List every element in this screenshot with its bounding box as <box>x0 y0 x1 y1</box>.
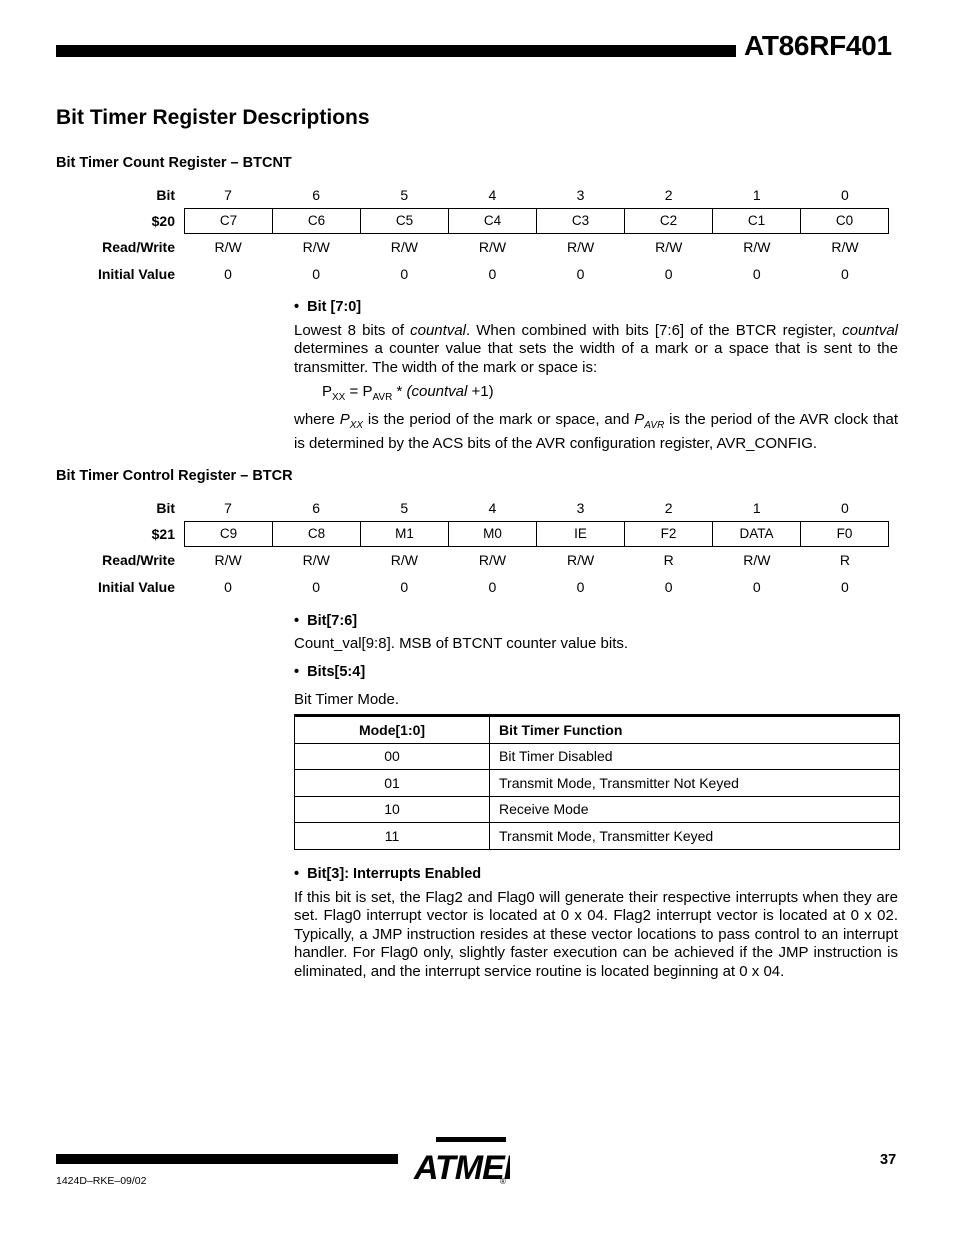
mode-cell: 10 <box>295 796 490 823</box>
bit-number: 6 <box>312 187 321 203</box>
function-cell: Receive Mode <box>490 796 900 823</box>
bit-3-description: If this bit is set, the Flag2 and Flag0 will generate their respective interrupts when they are set. Flag0 interrupt vector is located at 0 x 04. Flag2 interrupt vector is located at 0 x 02. Typically, a JMP instruction resides at these vector locations to pass control to an interrupt handler. For Flag0 only, slightly faster execution can be achieved if the JMP instruction is eliminated, and the interrupt service routine is located beginning at 0 x 04. <box>294 889 898 980</box>
bit-number: 5 <box>400 500 409 516</box>
rw-value: R/W <box>302 552 330 568</box>
rw-value: R <box>839 552 850 568</box>
bit-name: C4 <box>449 209 537 233</box>
btcnt-rw-row <box>56 234 898 260</box>
bit-number: 4 <box>488 187 497 203</box>
init-value: 0 <box>488 579 497 595</box>
bits-5-4-description: Bit Timer Mode. <box>294 691 400 708</box>
bit-name: F2 <box>625 522 713 546</box>
bit-number: 3 <box>576 187 585 203</box>
document-code: 1424D–RKE–09/02 <box>56 1175 147 1187</box>
table-row <box>295 770 900 797</box>
table-row <box>295 743 900 770</box>
read-write-label: Read/Write <box>102 239 175 255</box>
bit-7-0-description: Lowest 8 bits of countval. When combined with bits [7:6] of the BTCR register, countval determines a counter value that sets the width of a mark or a space that is sent to the transmitter. The width of the mark or space is: <box>294 322 898 376</box>
bit-number: 5 <box>400 187 409 203</box>
btcnt-bit-row <box>56 182 898 208</box>
init-value: 0 <box>664 266 673 282</box>
period-explanation: where $P_{XX}$ is the period of the mark or space, and $P_{AVR}$ is the period of the AVR clock that is determined by the ACS bits of the AVR configuration register, AVR_CONFIG. <box>294 411 898 453</box>
btcnt-name-row <box>56 208 898 234</box>
bit-7-6-description: Count_val[9:8]. MSB of BTCNT counter value bits. <box>294 635 629 652</box>
function-cell: Bit Timer Disabled <box>490 743 900 770</box>
mode-cell: 00 <box>295 743 490 770</box>
svg-text:ATMEL: ATME <box>414 1149 504 1187</box>
rw-value: R/W <box>214 552 242 568</box>
btcr-title: Bit Timer Control Register – BTCR <box>56 468 293 484</box>
bit-name: C8 <box>273 522 361 546</box>
bit-number: 4 <box>488 500 497 516</box>
period-formula: $P_{XX} = P_{AVR}$ * (countval +1) <box>322 383 494 403</box>
rw-value: R/W <box>566 239 595 255</box>
bit-name: C2 <box>625 209 713 233</box>
bit-name: M1 <box>361 522 449 546</box>
bullet-bit-3: • Bit[3]: Interrupts Enabled <box>294 866 482 882</box>
function-cell: Transmit Mode, Transmitter Not Keyed <box>490 770 900 797</box>
rw-value: R/W <box>214 239 242 255</box>
bit-name: C9 <box>185 522 273 546</box>
bit-number: 1 <box>752 187 761 203</box>
init-value: 0 <box>312 579 321 595</box>
bit-name: M0 <box>449 522 537 546</box>
bit-name: IE <box>537 522 625 546</box>
address-label: $20 <box>151 213 175 229</box>
mode-column-header: Mode[1:0] <box>295 716 490 744</box>
btcr-rw-row <box>56 547 898 573</box>
bit-name: C6 <box>273 209 361 233</box>
atmel-logo <box>410 1137 510 1187</box>
init-value: 0 <box>312 266 321 282</box>
bit-name: C5 <box>361 209 449 233</box>
init-value: 0 <box>224 266 232 282</box>
init-value: 0 <box>224 579 232 595</box>
initial-value-label: Initial Value <box>97 266 175 282</box>
bit-name: C7 <box>185 209 273 233</box>
mode-table-header <box>295 716 900 744</box>
bit-number: 3 <box>576 500 585 516</box>
section-title: Bit Timer Register Descriptions <box>56 106 370 129</box>
btcr-init-row <box>56 574 898 600</box>
document-title: AT86RF401 <box>744 30 892 61</box>
btcr-bit-row <box>56 495 898 521</box>
bit-label: Bit <box>156 187 175 203</box>
bit-number: 7 <box>224 500 232 516</box>
table-row <box>295 796 900 823</box>
bullet-bits-5-4: • Bits[5:4] <box>294 664 366 680</box>
bit-number: 0 <box>841 500 849 516</box>
rw-value: R/W <box>478 552 507 568</box>
rw-value: R/W <box>743 552 771 568</box>
svg-text:®: ® <box>500 1177 506 1186</box>
mode-cell: 01 <box>295 770 490 797</box>
rw-value: R/W <box>478 239 507 255</box>
function-cell: Transmit Mode, Transmitter Keyed <box>490 823 900 850</box>
mode-cell: 11 <box>295 823 490 850</box>
table-row <box>295 823 900 850</box>
page-number: 37 <box>880 1152 897 1168</box>
bit-name: C0 <box>835 213 854 228</box>
btcnt-init-row <box>56 261 898 287</box>
bit-name: C3 <box>537 209 625 233</box>
init-value: 0 <box>576 266 585 282</box>
bit-number: 2 <box>664 187 673 203</box>
bullet-bit-7-0: • Bit [7:0] <box>294 299 362 315</box>
btcnt-title: Bit Timer Count Register – BTCNT <box>56 155 292 171</box>
rw-value: R/W <box>566 552 595 568</box>
init-value: 0 <box>752 266 761 282</box>
bit-number: 7 <box>224 187 232 203</box>
mode-table <box>294 714 900 850</box>
bit-name: F0 <box>836 526 853 541</box>
bit-number: 1 <box>752 500 761 516</box>
init-value: 0 <box>488 266 497 282</box>
bit-number: 6 <box>312 500 321 516</box>
rw-value: R/W <box>390 239 418 255</box>
bit-number: 2 <box>664 500 673 516</box>
init-value: 0 <box>400 579 409 595</box>
footer-rule <box>56 1154 398 1164</box>
rw-value: R/W <box>743 239 771 255</box>
read-write-label: Read/Write <box>102 552 175 568</box>
address-label: $21 <box>151 526 175 542</box>
bit-name: C1 <box>713 209 801 233</box>
init-value: 0 <box>576 579 585 595</box>
init-value: 0 <box>664 579 673 595</box>
rw-value: R/W <box>302 239 330 255</box>
init-value: 0 <box>841 266 849 282</box>
bit-number: 0 <box>841 187 849 203</box>
function-column-header: Bit Timer Function <box>490 716 900 744</box>
rw-value: R/W <box>390 552 418 568</box>
bit-label: Bit <box>156 500 175 516</box>
init-value: 0 <box>752 579 761 595</box>
rw-value: R/W <box>831 239 859 255</box>
bullet-bit-7-6: • Bit[7:6] <box>294 613 358 629</box>
initial-value-label: Initial Value <box>97 579 175 595</box>
init-value: 0 <box>400 266 409 282</box>
bit-name: DATA <box>713 522 801 546</box>
btcr-name-row <box>56 521 898 547</box>
init-value: 0 <box>841 579 849 595</box>
rw-value: R/W <box>655 239 683 255</box>
header-rule <box>56 45 736 57</box>
rw-value: R <box>663 552 674 568</box>
